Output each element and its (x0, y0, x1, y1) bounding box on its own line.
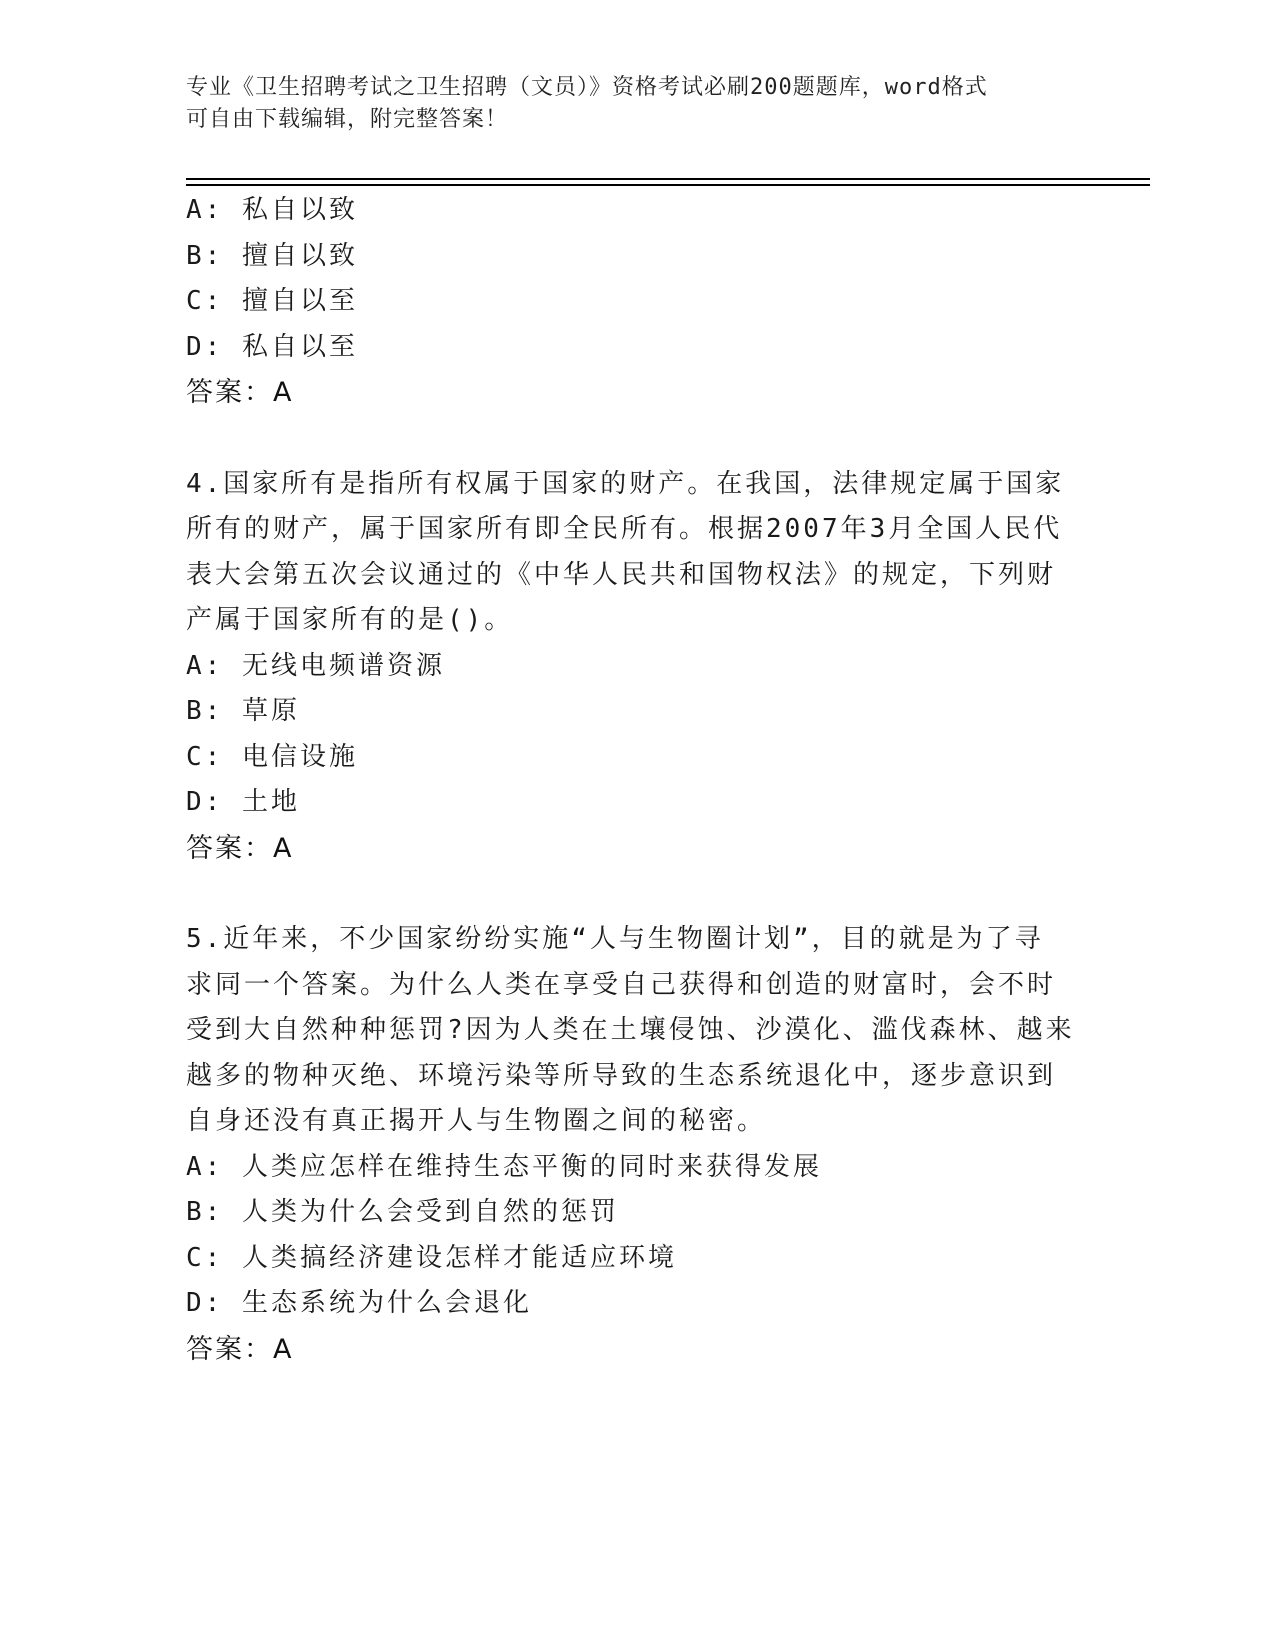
option-c: C: 电信设施 (186, 741, 358, 772)
question-text (186, 917, 1086, 1145)
document-body (186, 188, 1086, 1372)
answer-line: 答案：A (186, 1333, 294, 1365)
question-line: 5.近年来，不少国家纷纷实施“人与生物圈计划”，目的就是为了寻 (186, 924, 1044, 954)
option-c: C: 擅自以至 (186, 286, 358, 316)
question-line: 所有的财产，属于国家所有即全民所有。根据2007年3月全国人民代 (186, 514, 1063, 544)
header-line-1: 专业《卫生招聘考试之卫生招聘（文员）》资格考试必刷200题题库，word格式 (186, 75, 988, 100)
question-text (186, 462, 1086, 644)
question-block-4 (186, 462, 1086, 872)
option-a: A: 人类应怎样在维持生态平衡的同时来获得发展 (186, 1151, 822, 1182)
header-rule-bottom (186, 184, 1150, 186)
option-d: D: 土地 (186, 787, 300, 817)
option-c: C: 人类搞经济建设怎样才能适应环境 (186, 1242, 677, 1273)
document-header (186, 72, 1086, 136)
option-d: D: 私自以至 (186, 331, 358, 362)
question-line: 4.国家所有是指所有权属于国家的财产。在我国，法律规定属于国家 (186, 468, 1065, 499)
question-line: 产属于国家所有的是()。 (186, 605, 514, 635)
answer-line: 答案：A (186, 377, 294, 408)
header-line-2: 可自由下载编辑，附完整答案！ (186, 107, 509, 132)
option-a: A: 无线电频谱资源 (186, 650, 445, 681)
question-block-3 (186, 188, 1086, 416)
option-b: B: 擅自以致 (186, 240, 358, 271)
option-d: D: 生态系统为什么会退化 (186, 1288, 532, 1318)
option-b: B: 人类为什么会受到自然的惩罚 (186, 1197, 619, 1227)
question-line: 受到大自然种种惩罚?因为人类在土壤侵蚀、沙漠化、滥伐森林、越来 (186, 1015, 1075, 1045)
question-line: 表大会第五次会议通过的《中华人民共和国物权法》的规定，下列财 (186, 559, 1057, 590)
option-b: B: 草原 (186, 696, 300, 726)
question-block-5 (186, 917, 1086, 1372)
question-line: 自身还没有真正揭开人与生物圈之间的秘密。 (186, 1106, 767, 1136)
header-rule-top (186, 178, 1150, 180)
question-line: 越多的物种灭绝、环境污染等所导致的生态系统退化中，逐步意识到 (186, 1060, 1057, 1091)
option-a: A: 私自以致 (186, 195, 358, 225)
question-line: 求同一个答案。为什么人类在享受自己获得和创造的财富时，会不时 (186, 969, 1057, 1000)
answer-line: 答案：A (186, 832, 294, 864)
